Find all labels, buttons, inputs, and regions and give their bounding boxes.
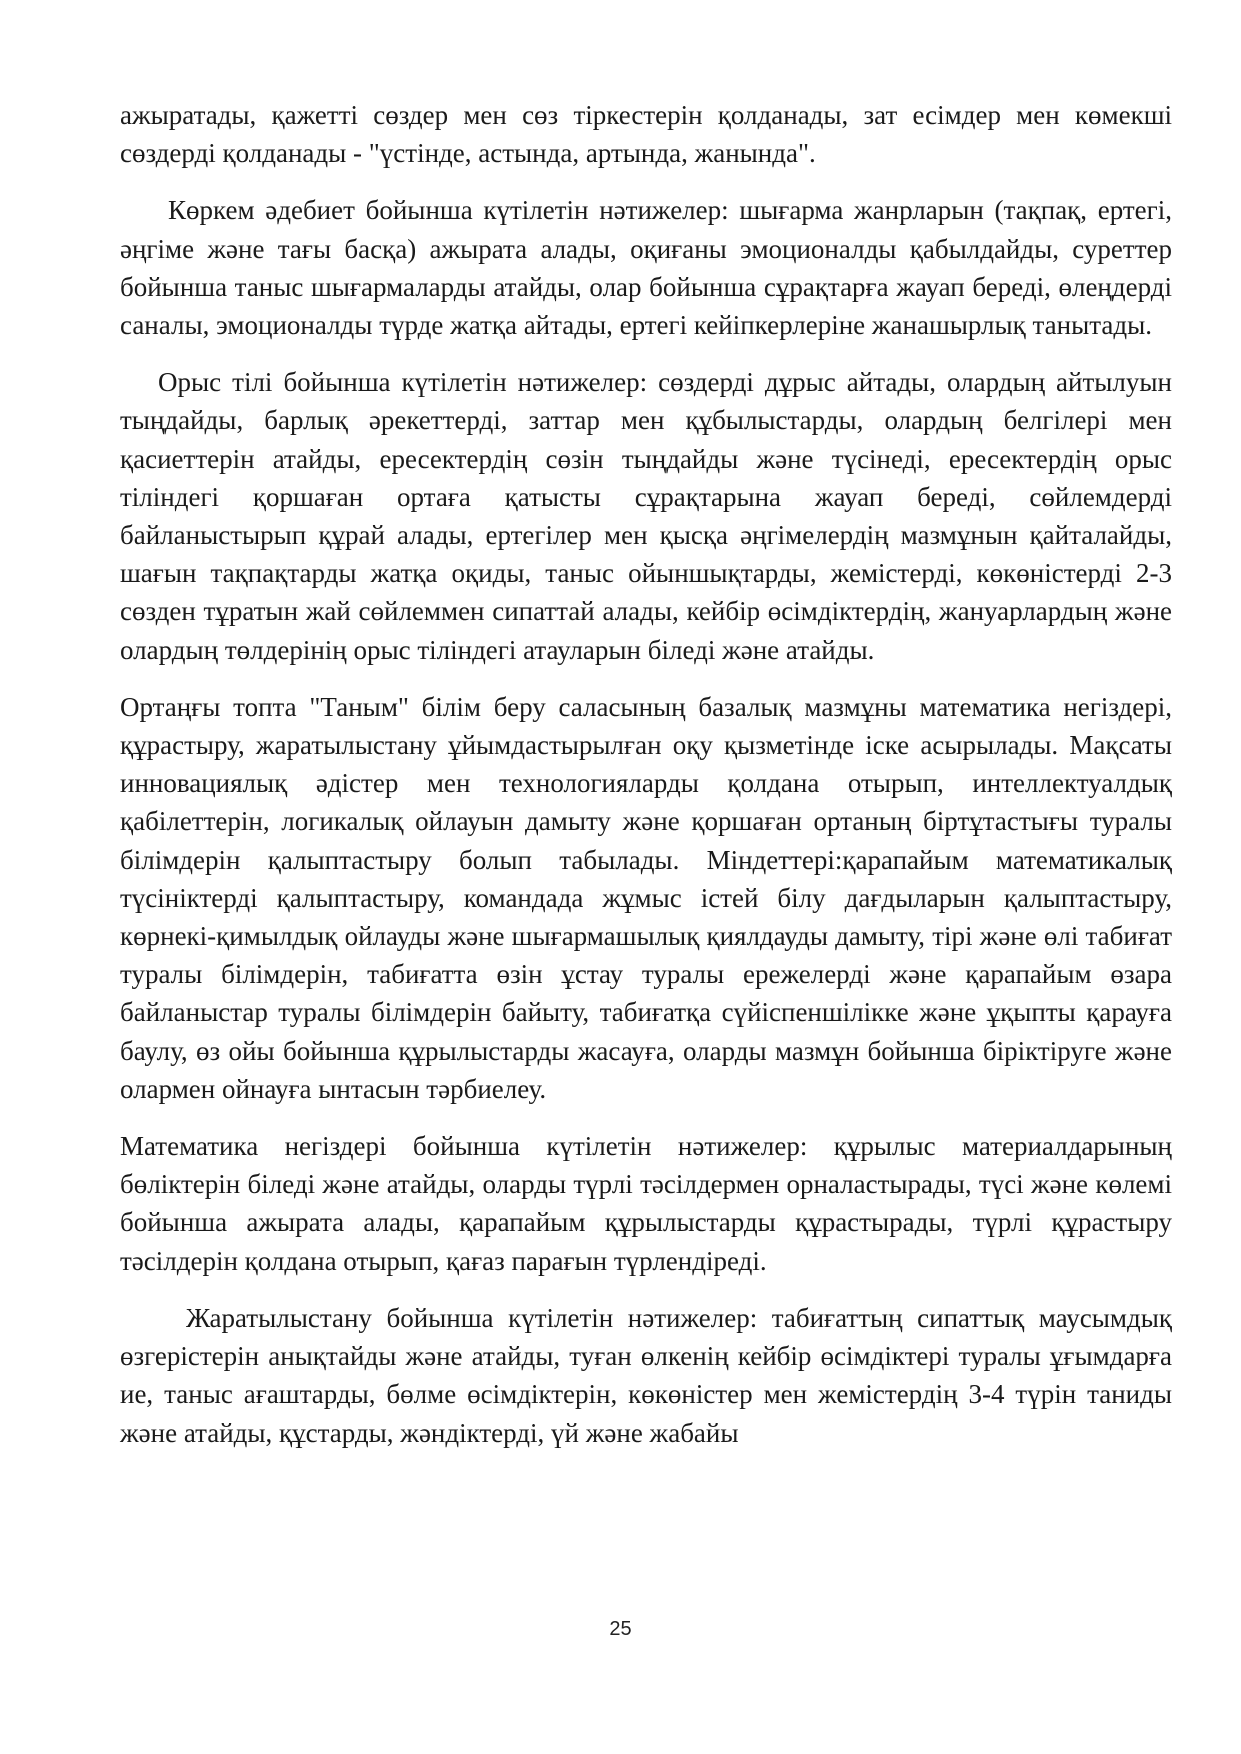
page-body	[120, 96, 1172, 1452]
paragraph-literature-outcomes: Көркем әдебиет бойынша күтілетін нәтижелер: шығарма жанрларын (тақпақ, ертегі, әңгіме және тағы басқа) ажырата алады, оқиғаны эмоционалды қабылдайды, суреттер бойынша таныс шығармаларды атайды, олар бойынша сұрақтарға жауап береді, өлеңдерді саналы, эмоционалды түрде жатқа айтады, ертегі кейіпкерлеріне жанашырлық танытады.	[120, 195, 1172, 341]
paragraph-math-outcomes: Математика негіздері бойынша күтілетін нәтижелер: құрылыс материалдарының бөліктерін біледі және атайды, оларды түрлі тәсілдермен орналастырады, түсі және көлемі бойынша ажырата алады, қарапайым құрылыстарды құрастырады, түрлі құрастыру тәсілдерін қолдана отырып, қағаз парағын түрлендіреді.	[120, 1131, 1172, 1276]
page-number: 25	[609, 1618, 632, 1640]
paragraph-cognition-area: Ортаңғы топта "Таным" білім беру саласының базалық мазмұны математика негіздері, құрастыру, жаратылыстану ұйымдастырылған оқу қызметінде іске асырылады. Мақсаты инновациялық әдістер мен технологияларды қолдана отырып, интеллектуалдық қабілеттерін, логикалық ойлауын дамыту және қоршаған ортаның біртұтастығы туралы білімдерін қалыптастыру болып табылады. Міндеттері:қарапайым математикалық түсініктерді қалыптастыру, командада жұмыс істей білу дағдыларын қалыптастыру, көрнекі-қимылдық ойлауды және шығармашылық қиялдауды дамыту, тірі және өлі табиғат туралы білімдерін, табиғатта өзін ұстау туралы ережелерді және қарапайым өзара байланыстар туралы білімдерін байыту, табиғатқа сүйіспеншілікке және ұқыпты қарауға баулу, өз ойы бойынша құрылыстарды жасауға, оларды мазмұн бойынша біріктіруге және олармен ойнауға ынтасын тәрбиелеу.	[120, 691, 1172, 1104]
paragraph-natural-science-outcomes: Жаратылыстану бойынша күтілетін нәтижелер: табиғаттың сипаттық маусымдық өзгерістерін анықтайды және атайды, туған өлкенің кейбір өсімдіктері туралы ұғымдарға ие, таныс ағаштарды, бөлме өсімдіктерін, көкөністер мен жемістердің 3-4 түрін таниды және атайды, құстарды, жәндіктерді, үй және жабайы	[120, 1302, 1172, 1448]
paragraph-continuation: ажыратады, қажетті сөздер мен сөз тіркестерін қолданады, зат есімдер мен көмекші сөздерді қолданады - "үстінде, астында, артында, жанында".	[120, 100, 1172, 169]
paragraph-russian-language-outcomes: Орыс тілі бойынша күтілетін нәтижелер: сөздерді дұрыс айтады, олардың айтылуын тыңдайды, барлық әрекеттерді, заттар мен құбылыстарды, олардың белгілері мен қасиеттерін атайды, ересектердің сөзін тыңдайды және түсінеді, ересектердің орыс тіліндегі қоршаған ортаға қатысты сұрақтарына жауап береді, сөйлемдерді байланыстырып құрай алады, ертегілер мен қысқа әңгімелердің мазмұнын қайталайды, шағын тақпақтарды жатқа оқиды, таныс ойыншықтарды, жемістерді, көкөністерді 2-3 сөзден тұратын жай сөйлеммен сипаттай алады, кейбір өсімдіктердің, жануарлардың және олардың төлдерінің орыс тіліндегі атауларын біледі және атайды.	[120, 367, 1172, 665]
